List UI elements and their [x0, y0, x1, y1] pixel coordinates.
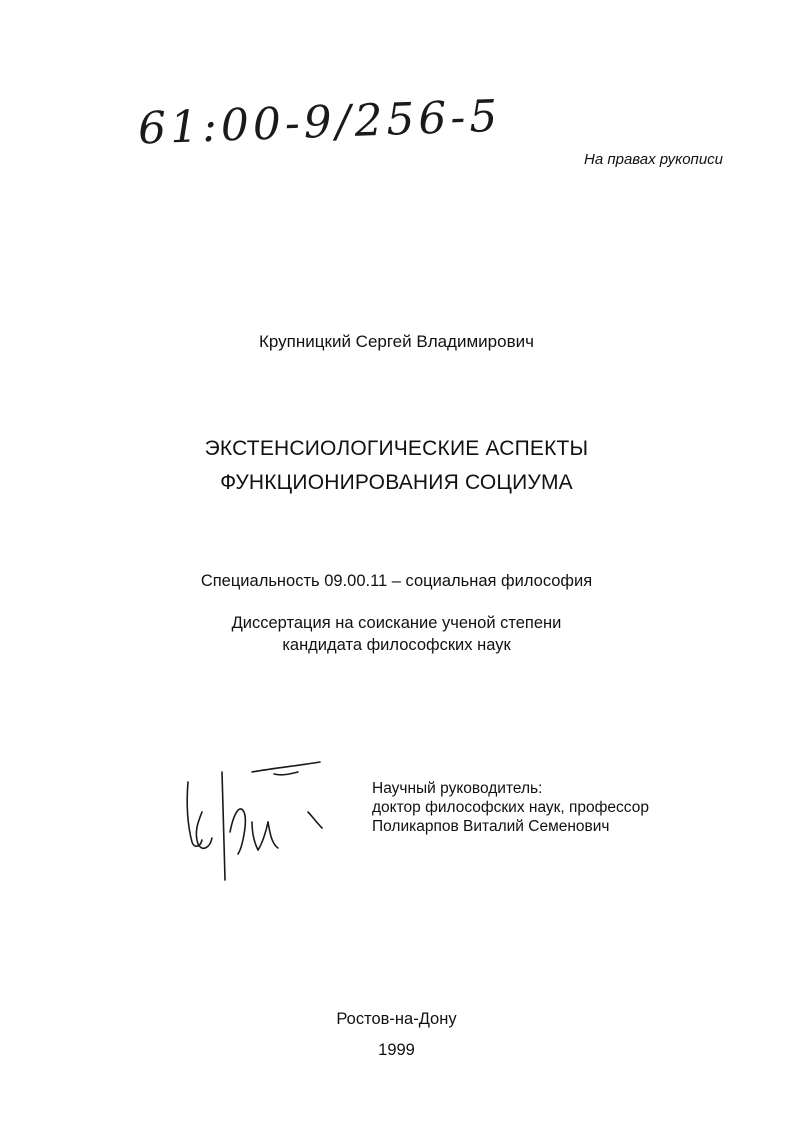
manuscript-rights-note: На правах рукописи: [584, 151, 723, 168]
degree-statement: [0, 612, 793, 656]
specialty-line: Специальность 09.00.11 – социальная философия: [200, 572, 593, 590]
supervisor-block: [372, 779, 649, 836]
author-name: Крупницкий Сергей Владимирович: [259, 332, 534, 351]
supervisor-rank: доктор философских наук, профессор: [372, 799, 649, 816]
dissertation-title: [0, 432, 793, 500]
title-line-1: ЭКСТЕНСИОЛОГИЧЕСКИЕ АСПЕКТЫ: [204, 437, 589, 460]
handwritten-archive-code: 61:00-9/256-5: [137, 90, 503, 155]
degree-line-2: кандидата философских наук: [282, 636, 511, 654]
degree-line-1: Диссертация на соискание ученой степени: [231, 614, 562, 632]
supervisor-label: Научный руководитель:: [372, 780, 543, 797]
title-line-2: ФУНКЦИОНИРОВАНИЯ СОЦИУМА: [220, 471, 573, 494]
publication-city: Ростов-на-Дону: [336, 1010, 457, 1028]
publication-year: 1999: [378, 1041, 415, 1059]
supervisor-name: Поликарпов Виталий Семенович: [372, 818, 610, 835]
author-signature: [178, 752, 328, 887]
